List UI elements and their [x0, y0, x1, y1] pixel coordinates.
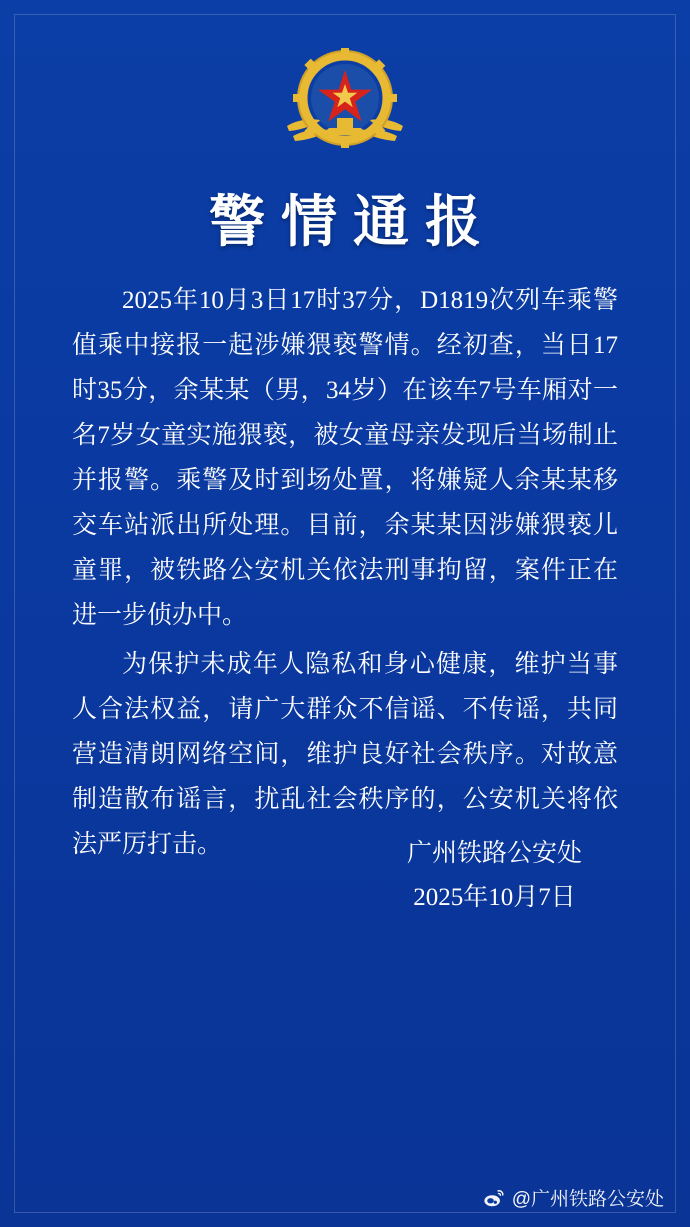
footer-account: @广州铁路公安处: [511, 1189, 664, 1210]
signature-block: [407, 832, 582, 920]
china-police-emblem-icon: [279, 48, 411, 166]
paragraph-2: 为保护未成年人隐私和身心健康，维护当事人合法权益，请广大群众不信谣、不传谣，共同营造清朗网络空间，维护良好社会秩序。对故意制造散布谣言，扰乱社会秩序的，公安机关将依法严厉打击。: [72, 651, 618, 858]
footer-watermark: [483, 1184, 664, 1211]
page-title: 警情通报: [209, 192, 497, 254]
paragraph-1: 2025年10月3日17时37分，D1819次列车乘警值乘中接报一起涉嫌猥亵警情。经初查，当日17时35分，余某某（男，34岁）在该车7号车厢对一名7岁女童实施猥亵，被女童母亲发现后当场制止并报警。乘警及时到场处置，将嫌疑人余某某移交车站派出所处理。目前，余某某因涉嫌猥亵儿童罪，被铁路公安机关依法刑事拘留，案件正在进一步侦办中。: [72, 287, 618, 629]
notice-body: [72, 278, 618, 871]
signature-organization: 广州铁路公安处: [406, 840, 582, 867]
emblem-container: [0, 48, 690, 166]
weibo-icon: [483, 1187, 505, 1209]
signature-date: 2025年10月7日: [413, 884, 576, 911]
